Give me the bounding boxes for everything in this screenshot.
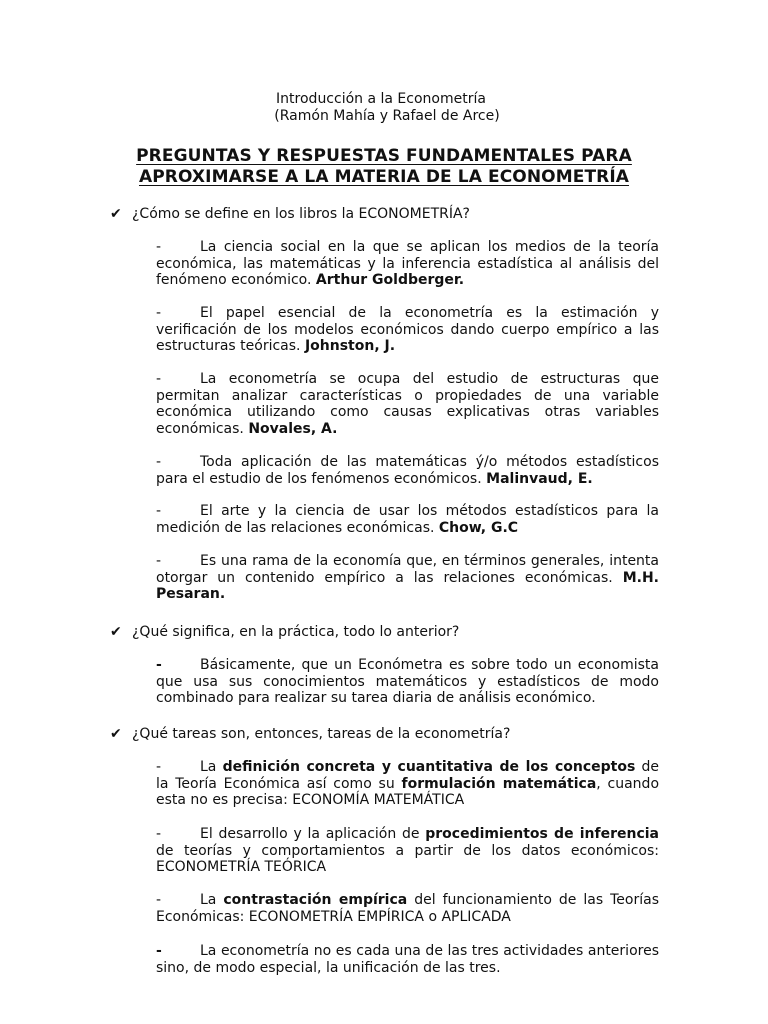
task-emphasis: procedimientos de inferencia	[425, 826, 659, 842]
task-text: La	[200, 759, 223, 775]
task-text: La econometría no es cada una de las tres actividades anteriores sino, de modo especial, la unificación de las tres.	[156, 943, 659, 976]
task-text: de teorías y comportamientos a partir de los datos económicos: ECONOMETRÍA TEÓRICA	[156, 842, 659, 876]
definition-text: El papel esencial de la econometría es la estimación y verificación de los modelos económicos dando cuerpo empírico a las estructuras teóricas.	[156, 305, 659, 355]
task-text: El desarrollo y la aplicación de	[200, 826, 426, 842]
definition-text: El arte y la ciencia de usar los métodos estadísticos para la medición de las relaciones económicas.	[156, 503, 659, 536]
answer-text: Básicamente, que un Económetra es sobre todo un economista que usa sus conocimientos matemáticos y estadísticos de modo combinado para realizar su tarea diaria de análisis económico.	[156, 657, 659, 707]
task-item	[156, 826, 659, 876]
list-dash: -	[156, 503, 162, 519]
task-text: , cuando esta no es precisa: ECONOMÍA MATEMÁTICA	[156, 775, 660, 809]
definition-item	[156, 371, 659, 437]
task-emphasis: definición concreta y cuantitativa de los conceptos	[222, 759, 636, 775]
task-text: de la Teoría Económica así como su	[156, 759, 660, 792]
definition-text: Es una rama de la economía que, en términos generales, intenta otorgar un contenido empírico a las relaciones económicas.	[156, 553, 659, 586]
definition-author: Chow, G.C	[438, 519, 519, 536]
document-title-line-1: PREGUNTAS Y RESPUESTAS FUNDAMENTALES PARA	[136, 146, 632, 166]
list-dash: -	[156, 826, 162, 842]
task-text: del funcionamiento de las Teorías Económicas: ECONOMETRÍA EMPÍRICA o APLICADA	[156, 892, 659, 925]
question-1-text: ¿Cómo se define en los libros la ECONOMETRÍA?	[132, 206, 470, 222]
task-text: La	[200, 892, 224, 908]
question-3	[110, 725, 510, 743]
definition-text: Toda aplicación de las matemáticas ý/o métodos estadísticos para el estudio de los fenómenos económicos.	[156, 454, 659, 487]
list-dash: -	[156, 239, 162, 255]
task-emphasis: formulación matemática	[401, 775, 597, 792]
list-dash: -	[156, 759, 162, 775]
list-dash: -	[156, 305, 162, 321]
definition-item	[156, 454, 659, 487]
task-item	[156, 943, 659, 976]
list-dash: -	[156, 943, 162, 959]
course-authors: (Ramón Mahía y Rafael de Arce)	[274, 108, 500, 124]
definition-author: Arthur Goldberger.	[315, 272, 465, 289]
checkmark-icon: ✔	[110, 726, 122, 742]
task-item	[156, 759, 659, 809]
list-dash: -	[156, 371, 162, 387]
document-title-line-2: APROXIMARSE A LA MATERIA DE LA ECONOMETRÍA	[138, 167, 630, 187]
question-3-text: ¿Qué tareas son, entonces, tareas de la econometría?	[132, 726, 511, 742]
definition-author: Johnston, J.	[304, 338, 396, 355]
list-dash: -	[156, 657, 162, 673]
task-item	[156, 892, 659, 925]
definition-item	[156, 305, 659, 355]
question-1	[110, 205, 470, 223]
definition-text: La ciencia social en la que se aplican los medios de la teoría económica, las matemáticas y la inferencia estadística al análisis del fenómeno económico.	[156, 239, 659, 289]
list-dash: -	[156, 553, 162, 569]
answer-item	[156, 657, 659, 707]
list-dash: -	[156, 892, 162, 908]
definition-author: M.H. Pesaran.	[156, 569, 659, 603]
definition-item	[156, 503, 659, 536]
list-dash: -	[156, 454, 162, 470]
definition-author: Malinvaud, E.	[486, 470, 593, 487]
question-2	[110, 623, 459, 641]
definition-item	[156, 239, 659, 289]
definition-text: La econometría se ocupa del estudio de estructuras que permitan analizar características o propiedades de una variable económica utilizando como causas explicativas otras variables económicas.	[156, 371, 659, 437]
definition-item	[156, 553, 659, 603]
question-2-text: ¿Qué significa, en la práctica, todo lo anterior?	[132, 624, 460, 640]
checkmark-icon: ✔	[110, 624, 122, 640]
course-title: Introducción a la Econometría	[276, 91, 486, 107]
task-emphasis: contrastación empírica	[223, 892, 408, 908]
definition-author: Novales, A.	[248, 420, 338, 437]
checkmark-icon: ✔	[110, 206, 122, 222]
